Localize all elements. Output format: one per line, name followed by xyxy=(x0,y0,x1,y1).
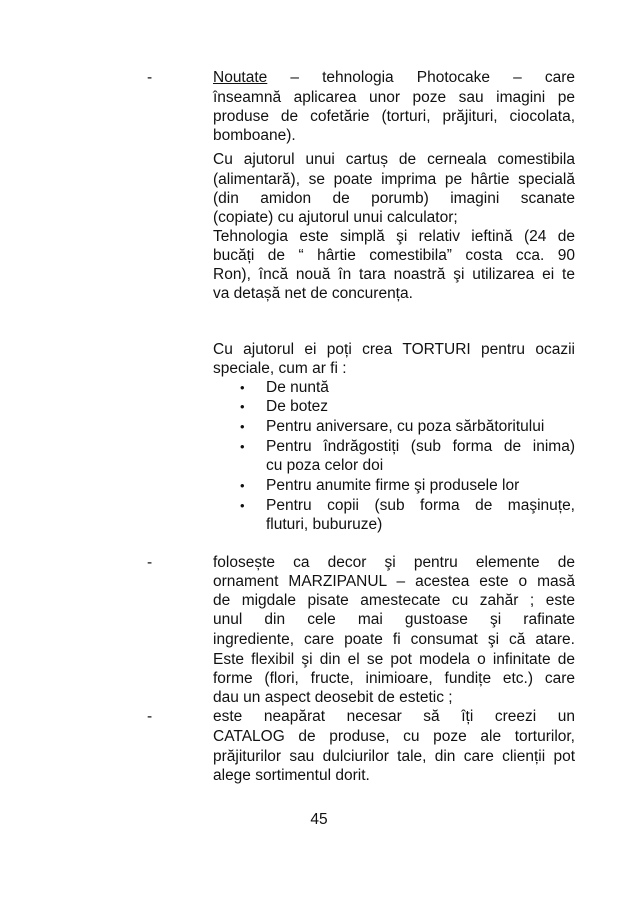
bullet-item-continued: cu poza celor doi xyxy=(266,457,384,474)
paragraph-line: CATALOG de produse, cu poze ale torturilor, xyxy=(213,728,575,745)
paragraph-line: unul din cele mai gustoase şi rafinate xyxy=(213,611,575,628)
paragraph-line: înseamnă aplicarea unor poze sau imagini pe xyxy=(213,89,575,106)
bullet-symbol: • xyxy=(240,380,245,395)
bullet-item: De botez xyxy=(266,398,329,415)
bullet-symbol: • xyxy=(240,419,245,434)
paragraph-line: alege sortimentul dorit. xyxy=(213,767,370,784)
bullet-item: Pentru aniversare, cu poza sărbătoritului xyxy=(266,418,545,435)
paragraph-line: va detașă net de concurența. xyxy=(213,285,413,302)
paragraph-line: folosește ca decor şi pentru elemente de xyxy=(213,554,575,571)
paragraph-line: bucăți de “ hârtie comestibila” costa cca. 90 xyxy=(213,247,575,264)
paragraph-line: (copiate) cu ajutorul unui calculator; xyxy=(213,209,458,226)
paragraph-line: de migdale pisate amestecate cu zahăr ; este xyxy=(213,592,575,609)
paragraph-line: (alimentară), se poate imprima pe hârtie specială xyxy=(213,171,575,188)
page-number: 45 xyxy=(310,811,328,828)
paragraph-line xyxy=(213,68,575,87)
paragraph-line: forme (flori, fructe, inimioare, fundițe etc.) care xyxy=(213,670,575,687)
paragraph-line: Tehnologia este simplă şi relativ ieftină (24 de xyxy=(213,228,575,245)
bullet-item: Pentru anumite firme şi produsele lor xyxy=(266,477,520,494)
bullet-symbol: • xyxy=(240,399,245,414)
paragraph-line: Este flexibil şi din el se pot modela o infinitate de xyxy=(213,651,575,668)
paragraph-line: (din amidon de porumb) imagini scanate xyxy=(213,190,575,207)
paragraph-line: dau un aspect deosebit de estetic ; xyxy=(213,689,453,706)
list-dash: - xyxy=(147,69,153,86)
bullet-item: Pentru copii (sub forma de maşinuțe, xyxy=(266,497,575,514)
paragraph-line: ingrediente, care poate fi consumat şi că atare. xyxy=(213,631,575,648)
paragraph-line: speciale, cum ar fi : xyxy=(213,360,347,377)
list-dash: - xyxy=(147,554,153,571)
paragraph-line: Cu ajutorul ei poți crea TORTURI pentru ocazii xyxy=(213,341,575,358)
paragraph-line: Cu ajutorul unui cartuș de cerneala comestibila xyxy=(213,151,575,168)
list-dash: - xyxy=(147,708,153,725)
bullet-item: Pentru îndrăgostiți (sub forma de inima) xyxy=(266,438,575,455)
bullet-symbol: • xyxy=(240,498,245,513)
paragraph-line: Ron), încă nouă în tara noastră şi utilizarea ei te xyxy=(213,266,575,283)
paragraph-line: prăjiturilor sau dulciurilor tale, din care clienții pot xyxy=(213,748,575,765)
paragraph-line: ornament MARZIPANUL – acestea este o masă xyxy=(213,573,575,590)
paragraph-line: este neapărat necesar să îți creezi un xyxy=(213,708,575,725)
underlined-heading-word: Noutate xyxy=(213,69,268,86)
bullet-symbol: • xyxy=(240,439,245,454)
bullet-symbol: • xyxy=(240,478,245,493)
bullet-item: De nuntă xyxy=(266,379,329,396)
paragraph-line: bomboane). xyxy=(213,127,296,144)
heading-line-rest: – tehnologia Photocake – care xyxy=(267,69,575,86)
bullet-item-continued: fluturi, buburuze) xyxy=(266,516,383,533)
paragraph-line: produse de cofetărie (torturi, prăjituri, ciocolata, xyxy=(213,108,575,125)
